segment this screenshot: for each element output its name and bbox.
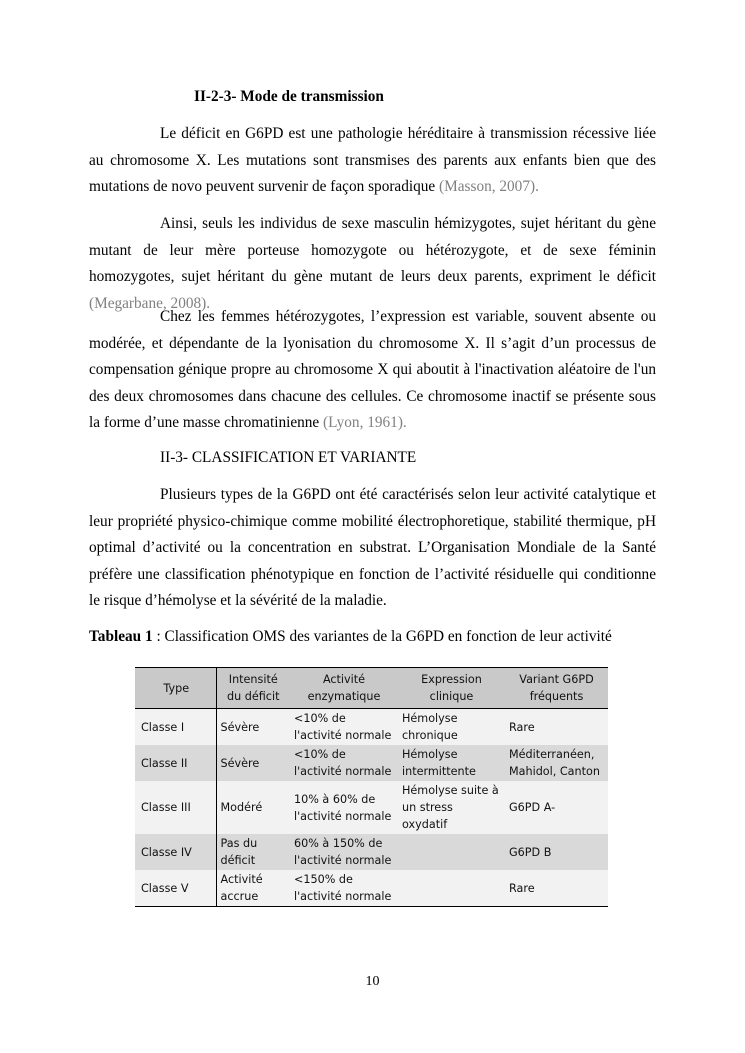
table-cell: Hémolyse chronique xyxy=(398,709,505,746)
table-cell: Classe II xyxy=(135,745,216,781)
table-cell: Méditerranéen, Mahidol, Canton xyxy=(505,745,608,781)
citation: (Megarbane, 2008). xyxy=(89,294,211,312)
table-cell: G6PD A- xyxy=(505,781,608,834)
paragraph-text: Ainsi, seuls les individus de sexe masculin hémizygotes, sujet héritant du gène mutant de leur mère porteuse homozygote ou hétérozygote, et de sexe féminin homozygotes, sujet héritant du gène mutant de leurs deux parents, expriment le déficit xyxy=(89,215,656,285)
table-cell: Sévère xyxy=(216,709,290,746)
table-cell: <10% de l'activité normale xyxy=(290,745,398,781)
table-row xyxy=(135,870,608,907)
classification-table xyxy=(135,667,608,907)
table-row xyxy=(135,834,608,870)
paragraph-text: Plusieurs types de la G6PD ont été caractérisés selon leur activité catalytique et leur propriété physico-chimique comme mobilité électrophoretique, stabilité thermique, pH optimal d’activité ou la concentration en substrat. L’Organisation Mondiale de la Santé préfère une classification phénotypique en fonction de l’activité résiduelle qui conditionne le risque d’hémolyse et la sévérité de la maladie. xyxy=(89,486,656,609)
table-cell: Hémolyse intermittente xyxy=(398,745,505,781)
table-cell xyxy=(398,870,505,907)
paragraph-text: Chez les femmes hétérozygotes, l’expression est variable, souvent absente ou modérée, et dépendante de la lyonisation du chromosome X. Il s’agit d’un processus de compensation génique propre au chromosome X qui aboutit à l'inactivation aléatoire de l'un des deux chromosomes dans chacune des cellules. Ce chromosome inactif se présente sous la forme d’une masse chromatinienne xyxy=(89,308,656,431)
table-cell: Activité accrue xyxy=(216,870,290,907)
table-row xyxy=(135,709,608,746)
table-cell: Classe III xyxy=(135,781,216,834)
table-cell: Modéré xyxy=(216,781,290,834)
column-header: Activité enzymatique xyxy=(290,668,398,709)
paragraph xyxy=(89,304,656,437)
column-header: Type xyxy=(135,668,216,709)
column-header: Intensité du déficit xyxy=(216,668,290,709)
caption-label: Tableau 1 xyxy=(89,628,153,645)
table-header-row xyxy=(135,668,608,709)
table-cell xyxy=(398,834,505,870)
table-cell: <150% de l'activité normale xyxy=(290,870,398,907)
section-heading: II-2-3- Mode de transmission xyxy=(194,88,384,105)
table-caption xyxy=(89,628,612,646)
table-row xyxy=(135,745,608,781)
table-cell: Rare xyxy=(505,709,608,746)
citation: (Lyon, 1961). xyxy=(323,414,407,431)
paragraph xyxy=(89,211,656,317)
table-row xyxy=(135,781,608,834)
table-cell: Classe I xyxy=(135,709,216,746)
table-cell: G6PD B xyxy=(505,834,608,870)
column-header: Variant G6PD fréquents xyxy=(505,668,608,709)
table-cell: Classe V xyxy=(135,870,216,907)
page-number: 10 xyxy=(365,974,380,989)
section-heading: II-3- CLASSIFICATION ET VARIANTE xyxy=(160,449,417,466)
table-cell: Rare xyxy=(505,870,608,907)
paragraph xyxy=(89,482,656,615)
table-cell: Hémolyse suite à un stress oxydatif xyxy=(398,781,505,834)
table-cell: 60% à 150% de l'activité normale xyxy=(290,834,398,870)
column-header: Expression clinique xyxy=(398,668,505,709)
table-cell: Sévère xyxy=(216,745,290,781)
table-cell: <10% de l'activité normale xyxy=(290,709,398,746)
table-cell: Classe IV xyxy=(135,834,216,870)
table-cell: Pas du déficit xyxy=(216,834,290,870)
paragraph xyxy=(89,121,656,201)
table-cell: 10% à 60% de l'activité normale xyxy=(290,781,398,834)
caption-text: : Classification OMS des variantes de la G6PD en fonction de leur activité xyxy=(152,628,612,645)
paragraph-text: Le déficit en G6PD est une pathologie héréditaire à transmission récessive liée au chromosome X. Les mutations sont transmises des parents aux enfants bien que des mutations de novo peuvent survenir de façon sporadique xyxy=(89,125,656,195)
citation: (Masson, 2007). xyxy=(439,178,539,195)
